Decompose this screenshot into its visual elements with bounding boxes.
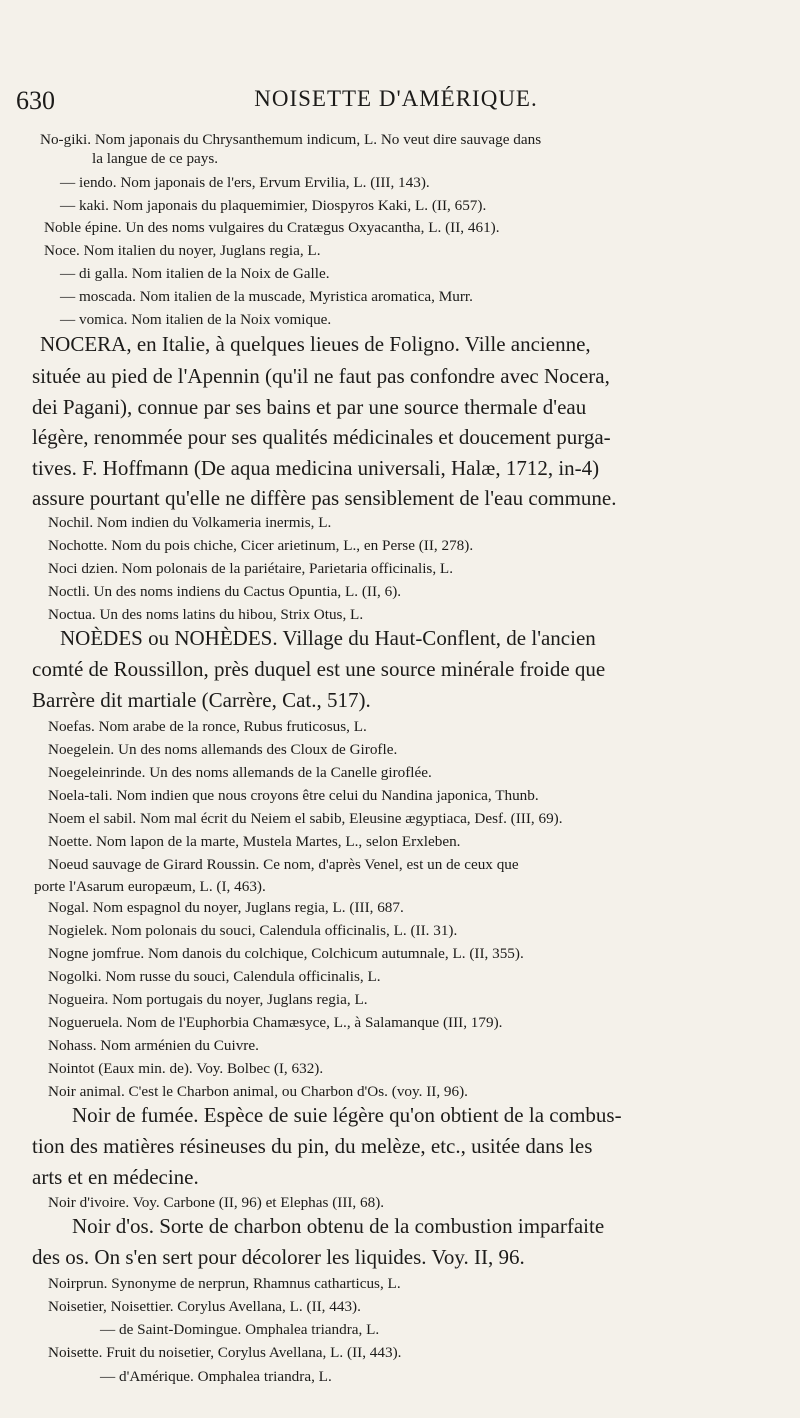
text-line: Noegeleinrinde. Un des noms allemands de la Canelle giroflée. (48, 764, 432, 781)
text-line: Noirprun. Synonyme de nerprun, Rhamnus catharticus, L. (48, 1275, 401, 1292)
text-line: Noir animal. C'est le Charbon animal, ou Charbon d'Os. (voy. II, 96). (48, 1083, 468, 1100)
text-line: — d'Amérique. Omphalea triandra, L. (100, 1368, 332, 1385)
text-line: Noela-tali. Nom indien que nous croyons être celui du Nandina japonica, Thunb. (48, 787, 539, 804)
text-line: Noem el sabil. Nom mal écrit du Neiem el sabib, Eleusine ægyptiaca, Desf. (III, 69). (48, 810, 563, 827)
text-line: NOCERA, en Italie, à quelques lieues de Foligno. Ville ancienne, (40, 332, 591, 356)
text-line: Noisetier, Noisettier. Corylus Avellana, L. (II, 443). (48, 1298, 361, 1315)
text-line: — di galla. Nom italien de la Noix de Galle. (60, 265, 330, 282)
page-header (16, 86, 776, 120)
text-line: No-giki. Nom japonais du Chrysanthemum indicum, L. No veut dire sauvage dans (40, 131, 542, 148)
text-line: Noeud sauvage de Girard Roussin. Ce nom, d'après Venel, est un de ceux que (48, 856, 519, 873)
text-line: Nogielek. Nom polonais du souci, Calendula officinalis, L. (II. 31). (48, 922, 458, 939)
text-line: — moscada. Nom italien de la muscade, Myristica aromatica, Murr. (60, 288, 473, 305)
text-line: Noette. Nom lapon de la marte, Mustela Martes, L., selon Erxleben. (48, 833, 461, 850)
text-line: Nogal. Nom espagnol du noyer, Juglans regia, L. (III, 687. (48, 899, 404, 916)
running-title: NOISETTE D'AMÉRIQUE. (254, 86, 538, 111)
text-line: NOÈDES ou NOHÈDES. Village du Haut-Conflent, de l'ancien (60, 626, 596, 650)
text-line: Nohass. Nom arménien du Cuivre. (48, 1037, 259, 1054)
text-line: située au pied de l'Apennin (qu'il ne faut pas confondre avec Nocera, (32, 364, 610, 388)
text-line: Noctli. Un des noms indiens du Cactus Opuntia, L. (II, 6). (48, 583, 402, 600)
text-line: assure pourtant qu'elle ne diffère pas sensiblement de l'eau commune. (32, 486, 617, 510)
text-line: Noegelein. Un des noms allemands des Cloux de Girofle. (48, 741, 398, 758)
text-line: — de Saint-Domingue. Omphalea triandra, L. (100, 1321, 380, 1338)
text-line: la langue de ce pays. (92, 150, 219, 167)
text-line: comté de Roussillon, près duquel est une source minérale froide que (32, 657, 606, 681)
text-line: Nointot (Eaux min. de). Voy. Bolbec (I, 632). (48, 1060, 324, 1077)
text-line: arts et en médecine. (32, 1165, 199, 1189)
text-line: Nochotte. Nom du pois chiche, Cicer arietinum, L., en Perse (II, 278). (48, 537, 474, 554)
text-line: dei Pagani), connue par ses bains et par une source thermale d'eau (32, 395, 587, 419)
text-line: — kaki. Nom japonais du plaquemimier, Diospyros Kaki, L. (II, 657). (60, 197, 487, 214)
text-line: Nochil. Nom indien du Volkameria inermis, L. (48, 514, 332, 531)
text-line: des os. On s'en sert pour décolorer les liquides. Voy. II, 96. (32, 1245, 525, 1269)
text-line: Noisette. Fruit du noisetier, Corylus Avellana, L. (II, 443). (48, 1344, 402, 1361)
text-line: Nogolki. Nom russe du souci, Calendula officinalis, L. (48, 968, 381, 985)
text-line: Nogne jomfrue. Nom danois du colchique, Colchicum autumnale, L. (II, 355). (48, 945, 524, 962)
text-line: Noce. Nom italien du noyer, Juglans regia, L. (44, 242, 321, 259)
text-line: Noir de fumée. Espèce de suie légère qu'on obtient de la combus- (72, 1103, 622, 1127)
text-line: Noctua. Un des noms latins du hibou, Strix Otus, L. (48, 606, 364, 623)
text-line: — vomica. Nom italien de la Noix vomique. (60, 311, 332, 328)
text-line: Noir d'ivoire. Voy. Carbone (II, 96) et Elephas (III, 68). (48, 1194, 385, 1211)
text-line: Noci dzien. Nom polonais de la pariétaire, Parietaria officinalis, L. (48, 560, 453, 577)
text-line: tives. F. Hoffmann (De aqua medicina universali, Halæ, 1712, in-4) (32, 456, 600, 480)
text-line: — iendo. Nom japonais de l'ers, Ervum Ervilia, L. (III, 143). (60, 174, 430, 191)
text-line: Noefas. Nom arabe de la ronce, Rubus fruticosus, L. (48, 718, 367, 735)
text-line: porte l'Asarum europæum, L. (I, 463). (34, 878, 266, 895)
text-line: tion des matières résineuses du pin, du melèze, etc., usitée dans les (32, 1134, 593, 1158)
text-line: Barrère dit martiale (Carrère, Cat., 517). (32, 688, 371, 712)
page-number: 630 (16, 86, 55, 115)
text-line: Nogueira. Nom portugais du noyer, Juglans regia, L. (48, 991, 368, 1008)
text-line: Nogueruela. Nom de l'Euphorbia Chamæsyce, L., à Salamanque (III, 179). (48, 1014, 503, 1031)
text-line: légère, renommée pour ses qualités médicinales et doucement purga- (32, 425, 611, 449)
text-line: Noir d'os. Sorte de charbon obtenu de la combustion imparfaite (72, 1214, 605, 1238)
text-line: Noble épine. Un des noms vulgaires du Cratægus Oxyacantha, L. (II, 461). (44, 219, 500, 236)
